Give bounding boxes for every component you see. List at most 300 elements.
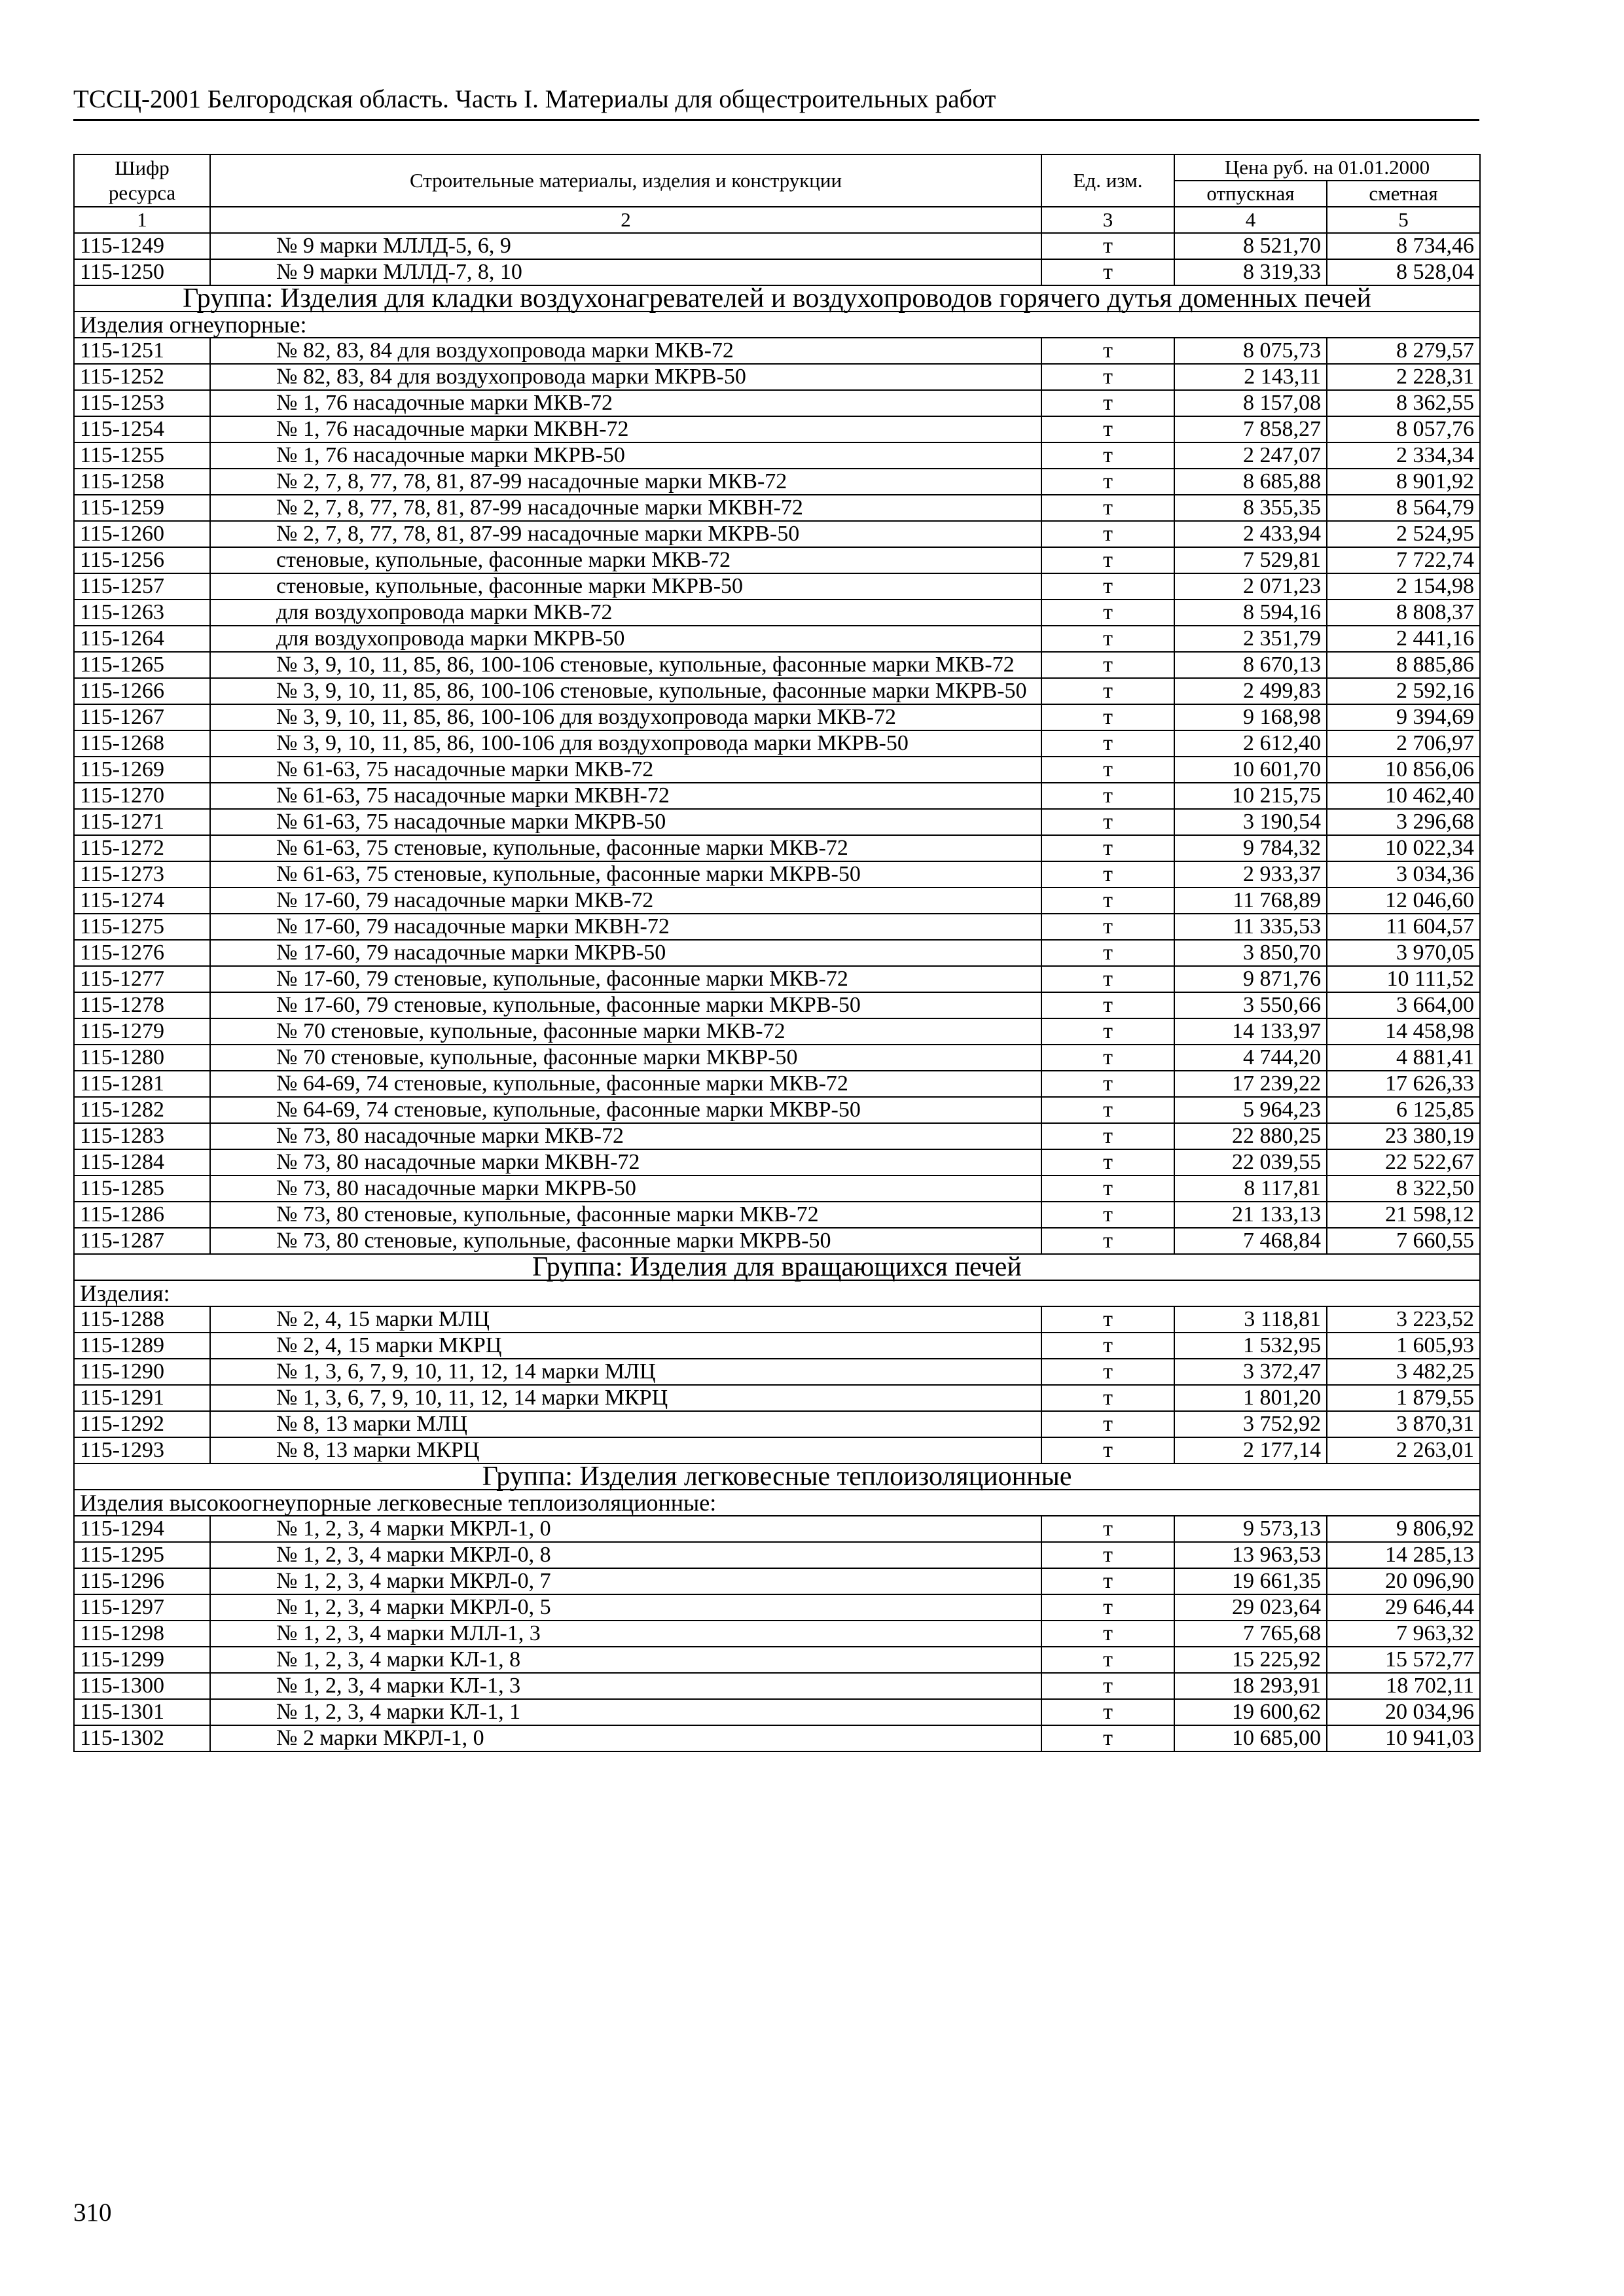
table-row (74, 259, 1480, 285)
table-row (74, 652, 1480, 678)
table-row (74, 233, 1480, 259)
unit: т (1041, 364, 1174, 390)
estimate-price: 10 462,40 (1327, 783, 1480, 809)
unit: т (1041, 1673, 1174, 1699)
resource-code: 115-1268 (74, 730, 210, 757)
estimate-price: 11 604,57 (1327, 914, 1480, 940)
estimate-price: 9 806,92 (1327, 1516, 1480, 1542)
release-price: 11 335,53 (1174, 914, 1327, 940)
table-row (74, 940, 1480, 966)
resource-code: 115-1263 (74, 600, 210, 626)
unit: т (1041, 757, 1174, 783)
unit: т (1041, 966, 1174, 992)
resource-code: 115-1250 (74, 259, 210, 285)
release-price: 9 573,13 (1174, 1516, 1327, 1542)
table-row (74, 1699, 1480, 1725)
unit: т (1041, 1149, 1174, 1175)
material-name: № 9 марки МЛЛД-7, 8, 10 (210, 259, 1041, 285)
material-name: стеновые, купольные, фасонные марки МКВ-72 (210, 547, 1041, 573)
release-price: 3 372,47 (1174, 1359, 1327, 1385)
unit: т (1041, 1359, 1174, 1385)
material-name: № 1, 2, 3, 4 марки МКРЛ-0, 8 (210, 1542, 1041, 1568)
estimate-price: 4 881,41 (1327, 1045, 1480, 1071)
header-code: Шифр ресурса (74, 154, 210, 207)
estimate-price: 20 034,96 (1327, 1699, 1480, 1725)
material-name: № 17-60, 79 насадочные марки МКВН-72 (210, 914, 1041, 940)
release-price: 21 133,13 (1174, 1202, 1327, 1228)
estimate-price: 10 022,34 (1327, 835, 1480, 861)
unit: т (1041, 1621, 1174, 1647)
release-price: 8 117,81 (1174, 1175, 1327, 1202)
resource-code: 115-1300 (74, 1673, 210, 1699)
estimate-price: 10 856,06 (1327, 757, 1480, 783)
unit: т (1041, 835, 1174, 861)
group-heading: Группа: Изделия для вращающихся печей (74, 1254, 1480, 1280)
release-price: 22 039,55 (1174, 1149, 1327, 1175)
release-price: 10 215,75 (1174, 783, 1327, 809)
material-name: № 70 стеновые, купольные, фасонные марки МКВР-50 (210, 1045, 1041, 1071)
unit: т (1041, 1071, 1174, 1097)
header-name: Строительные материалы, изделия и конструкции (210, 154, 1041, 207)
unit: т (1041, 809, 1174, 835)
resource-code: 115-1270 (74, 783, 210, 809)
release-price: 2 933,37 (1174, 861, 1327, 888)
unit: т (1041, 1097, 1174, 1123)
unit: т (1041, 259, 1174, 285)
material-name: № 1, 2, 3, 4 марки МЛЛ-1, 3 (210, 1621, 1041, 1647)
estimate-price: 3 664,00 (1327, 992, 1480, 1018)
material-name: для воздухопровода марки МКРВ-50 (210, 626, 1041, 652)
material-name: № 2, 7, 8, 77, 78, 81, 87-99 насадочные марки МКРВ-50 (210, 521, 1041, 547)
material-name: № 1, 76 насадочные марки МКВН-72 (210, 416, 1041, 442)
table-row (74, 888, 1480, 914)
estimate-price: 10 111,52 (1327, 966, 1480, 992)
release-price: 19 661,35 (1174, 1568, 1327, 1594)
material-name: № 3, 9, 10, 11, 85, 86, 100-106 стеновые, купольные, фасонные марки МКВ-72 (210, 652, 1041, 678)
resource-code: 115-1253 (74, 390, 210, 416)
material-name: № 61-63, 75 насадочные марки МКВ-72 (210, 757, 1041, 783)
estimate-price: 15 572,77 (1327, 1647, 1480, 1673)
unit: т (1041, 992, 1174, 1018)
resource-code: 115-1255 (74, 442, 210, 469)
estimate-price: 10 941,03 (1327, 1725, 1480, 1751)
resource-code: 115-1299 (74, 1647, 210, 1673)
unit: т (1041, 1542, 1174, 1568)
unit: т (1041, 1437, 1174, 1463)
unit: т (1041, 914, 1174, 940)
release-price: 2 351,79 (1174, 626, 1327, 652)
table-row (74, 1149, 1480, 1175)
unit: т (1041, 861, 1174, 888)
release-price: 19 600,62 (1174, 1699, 1327, 1725)
unit: т (1041, 442, 1174, 469)
estimate-price: 12 046,60 (1327, 888, 1480, 914)
resource-code: 115-1292 (74, 1411, 210, 1437)
table-row (74, 364, 1480, 390)
table-row (74, 704, 1480, 730)
resource-code: 115-1258 (74, 469, 210, 495)
price-table (73, 154, 1481, 1752)
estimate-price: 2 154,98 (1327, 573, 1480, 600)
estimate-price: 3 034,36 (1327, 861, 1480, 888)
resource-code: 115-1291 (74, 1385, 210, 1411)
resource-code: 115-1289 (74, 1333, 210, 1359)
estimate-price: 3 970,05 (1327, 940, 1480, 966)
group-heading: Группа: Изделия для кладки воздухонагревателей и воздухопроводов горячего дутья доменных печей (74, 285, 1480, 312)
release-price: 5 964,23 (1174, 1097, 1327, 1123)
release-price: 3 850,70 (1174, 940, 1327, 966)
resource-code: 115-1297 (74, 1594, 210, 1621)
release-price: 15 225,92 (1174, 1647, 1327, 1673)
estimate-price: 2 524,95 (1327, 521, 1480, 547)
material-name: № 1, 2, 3, 4 марки КЛ-1, 8 (210, 1647, 1041, 1673)
table-row (74, 469, 1480, 495)
release-price: 2 071,23 (1174, 573, 1327, 600)
table-row (74, 861, 1480, 888)
release-price: 13 963,53 (1174, 1542, 1327, 1568)
material-name: № 70 стеновые, купольные, фасонные марки МКВ-72 (210, 1018, 1041, 1045)
material-name: № 8, 13 марки МКРЦ (210, 1437, 1041, 1463)
unit: т (1041, 1306, 1174, 1333)
column-number: 5 (1327, 207, 1480, 233)
estimate-price: 2 706,97 (1327, 730, 1480, 757)
release-price: 4 744,20 (1174, 1045, 1327, 1071)
estimate-price: 14 458,98 (1327, 1018, 1480, 1045)
column-number: 4 (1174, 207, 1327, 233)
material-name: № 82, 83, 84 для воздухопровода марки МКРВ-50 (210, 364, 1041, 390)
table-row (74, 573, 1480, 600)
table-row (74, 1175, 1480, 1202)
table-row (74, 730, 1480, 757)
estimate-price: 2 334,34 (1327, 442, 1480, 469)
material-name: № 1, 3, 6, 7, 9, 10, 11, 12, 14 марки МКРЦ (210, 1385, 1041, 1411)
material-name: № 82, 83, 84 для воздухопровода марки МКВ-72 (210, 338, 1041, 364)
estimate-price: 8 734,46 (1327, 233, 1480, 259)
table-row (74, 809, 1480, 835)
estimate-price: 7 722,74 (1327, 547, 1480, 573)
material-name: № 17-60, 79 насадочные марки МКРВ-50 (210, 940, 1041, 966)
release-price: 2 247,07 (1174, 442, 1327, 469)
resource-code: 115-1293 (74, 1437, 210, 1463)
header-estimate: сметная (1327, 181, 1480, 207)
resource-code: 115-1296 (74, 1568, 210, 1594)
resource-code: 115-1280 (74, 1045, 210, 1071)
resource-code: 115-1277 (74, 966, 210, 992)
unit: т (1041, 888, 1174, 914)
table-row (74, 966, 1480, 992)
release-price: 2 143,11 (1174, 364, 1327, 390)
estimate-price: 9 394,69 (1327, 704, 1480, 730)
release-price: 7 858,27 (1174, 416, 1327, 442)
release-price: 10 685,00 (1174, 1725, 1327, 1751)
estimate-price: 1 879,55 (1327, 1385, 1480, 1411)
estimate-price: 8 808,37 (1327, 600, 1480, 626)
table-row (74, 1673, 1480, 1699)
material-name: № 9 марки МЛЛД-5, 6, 9 (210, 233, 1041, 259)
estimate-price: 8 885,86 (1327, 652, 1480, 678)
unit: т (1041, 416, 1174, 442)
unit: т (1041, 626, 1174, 652)
unit: т (1041, 1647, 1174, 1673)
resource-code: 115-1294 (74, 1516, 210, 1542)
table-row (74, 1725, 1480, 1751)
release-price: 8 594,16 (1174, 600, 1327, 626)
estimate-price: 22 522,67 (1327, 1149, 1480, 1175)
table-row (74, 1568, 1480, 1594)
resource-code: 115-1274 (74, 888, 210, 914)
release-price: 14 133,97 (1174, 1018, 1327, 1045)
table-row (74, 521, 1480, 547)
unit: т (1041, 547, 1174, 573)
header-release: отпускная (1174, 181, 1327, 207)
unit: т (1041, 783, 1174, 809)
estimate-price: 29 646,44 (1327, 1594, 1480, 1621)
estimate-price: 14 285,13 (1327, 1542, 1480, 1568)
material-name: № 17-60, 79 насадочные марки МКВ-72 (210, 888, 1041, 914)
resource-code: 115-1251 (74, 338, 210, 364)
release-price: 3 752,92 (1174, 1411, 1327, 1437)
resource-code: 115-1260 (74, 521, 210, 547)
resource-code: 115-1282 (74, 1097, 210, 1123)
unit: т (1041, 1045, 1174, 1071)
resource-code: 115-1257 (74, 573, 210, 600)
release-price: 9 784,32 (1174, 835, 1327, 861)
material-name: № 2, 4, 15 марки МКРЦ (210, 1333, 1041, 1359)
table-row (74, 1202, 1480, 1228)
resource-code: 115-1254 (74, 416, 210, 442)
table-row (74, 390, 1480, 416)
material-name: № 61-63, 75 насадочные марки МКВН-72 (210, 783, 1041, 809)
table-row (74, 1359, 1480, 1385)
table-row (74, 1385, 1480, 1411)
unit: т (1041, 573, 1174, 600)
estimate-price: 8 901,92 (1327, 469, 1480, 495)
unit: т (1041, 730, 1174, 757)
table-row (74, 1647, 1480, 1673)
resource-code: 115-1286 (74, 1202, 210, 1228)
resource-code: 115-1283 (74, 1123, 210, 1149)
estimate-price: 8 279,57 (1327, 338, 1480, 364)
table-row (74, 1306, 1480, 1333)
table-row (74, 1045, 1480, 1071)
estimate-price: 1 605,93 (1327, 1333, 1480, 1359)
release-price: 9 168,98 (1174, 704, 1327, 730)
resource-code: 115-1288 (74, 1306, 210, 1333)
material-name: № 61-63, 75 стеновые, купольные, фасонные марки МКРВ-50 (210, 861, 1041, 888)
table-row (74, 678, 1480, 704)
estimate-price: 2 228,31 (1327, 364, 1480, 390)
estimate-price: 8 528,04 (1327, 259, 1480, 285)
unit: т (1041, 652, 1174, 678)
material-name: стеновые, купольные, фасонные марки МКРВ-50 (210, 573, 1041, 600)
unit: т (1041, 390, 1174, 416)
material-name: № 2, 4, 15 марки МЛЦ (210, 1306, 1041, 1333)
estimate-price: 2 592,16 (1327, 678, 1480, 704)
unit: т (1041, 600, 1174, 626)
material-name: № 61-63, 75 стеновые, купольные, фасонные марки МКВ-72 (210, 835, 1041, 861)
unit: т (1041, 338, 1174, 364)
resource-code: 115-1298 (74, 1621, 210, 1647)
release-price: 1 801,20 (1174, 1385, 1327, 1411)
material-name: № 61-63, 75 насадочные марки МКРВ-50 (210, 809, 1041, 835)
release-price: 8 521,70 (1174, 233, 1327, 259)
resource-code: 115-1295 (74, 1542, 210, 1568)
unit: т (1041, 495, 1174, 521)
unit: т (1041, 1699, 1174, 1725)
material-name: № 1, 2, 3, 4 марки МКРЛ-1, 0 (210, 1516, 1041, 1542)
resource-code: 115-1290 (74, 1359, 210, 1385)
resource-code: 115-1264 (74, 626, 210, 652)
estimate-price: 8 362,55 (1327, 390, 1480, 416)
release-price: 8 319,33 (1174, 259, 1327, 285)
release-price: 8 670,13 (1174, 652, 1327, 678)
table-body (74, 233, 1480, 1751)
unit: т (1041, 1411, 1174, 1437)
table-row (74, 757, 1480, 783)
table-row (74, 626, 1480, 652)
estimate-price: 6 125,85 (1327, 1097, 1480, 1123)
estimate-price: 21 598,12 (1327, 1202, 1480, 1228)
table-row (74, 1594, 1480, 1621)
unit: т (1041, 1228, 1174, 1254)
resource-code: 115-1284 (74, 1149, 210, 1175)
estimate-price: 8 057,76 (1327, 416, 1480, 442)
release-price: 11 768,89 (1174, 888, 1327, 914)
unit: т (1041, 1516, 1174, 1542)
release-price: 17 239,22 (1174, 1071, 1327, 1097)
material-name: № 17-60, 79 стеновые, купольные, фасонные марки МКРВ-50 (210, 992, 1041, 1018)
table-head (74, 154, 1480, 233)
unit: т (1041, 1123, 1174, 1149)
group-heading-row (74, 1254, 1480, 1280)
subgroup-heading-row (74, 1490, 1480, 1516)
release-price: 9 871,76 (1174, 966, 1327, 992)
release-price: 18 293,91 (1174, 1673, 1327, 1699)
resource-code: 115-1271 (74, 809, 210, 835)
table-row (74, 1097, 1480, 1123)
table-row (74, 1542, 1480, 1568)
release-price: 3 118,81 (1174, 1306, 1327, 1333)
estimate-price: 23 380,19 (1327, 1123, 1480, 1149)
unit: т (1041, 1018, 1174, 1045)
material-name: № 73, 80 стеновые, купольные, фасонные марки МКВ-72 (210, 1202, 1041, 1228)
subgroup-heading: Изделия огнеупорные: (74, 312, 1480, 338)
release-price: 1 532,95 (1174, 1333, 1327, 1359)
resource-code: 115-1276 (74, 940, 210, 966)
unit: т (1041, 678, 1174, 704)
material-name: № 73, 80 насадочные марки МКРВ-50 (210, 1175, 1041, 1202)
resource-code: 115-1302 (74, 1725, 210, 1751)
resource-code: 115-1259 (74, 495, 210, 521)
estimate-price: 17 626,33 (1327, 1071, 1480, 1097)
estimate-price: 2 441,16 (1327, 626, 1480, 652)
unit: т (1041, 704, 1174, 730)
material-name: № 3, 9, 10, 11, 85, 86, 100-106 для воздухопровода марки МКВ-72 (210, 704, 1041, 730)
material-name: № 1, 76 насадочные марки МКВ-72 (210, 390, 1041, 416)
unit: т (1041, 521, 1174, 547)
release-price: 10 601,70 (1174, 757, 1327, 783)
release-price: 3 550,66 (1174, 992, 1327, 1018)
unit: т (1041, 1594, 1174, 1621)
group-heading-row (74, 285, 1480, 312)
unit: т (1041, 1385, 1174, 1411)
material-name: № 1, 2, 3, 4 марки МКРЛ-0, 5 (210, 1594, 1041, 1621)
resource-code: 115-1281 (74, 1071, 210, 1097)
resource-code: 115-1265 (74, 652, 210, 678)
release-price: 2 612,40 (1174, 730, 1327, 757)
release-price: 2 433,94 (1174, 521, 1327, 547)
unit: т (1041, 1333, 1174, 1359)
table-row (74, 1411, 1480, 1437)
table-row (74, 1333, 1480, 1359)
material-name: № 1, 3, 6, 7, 9, 10, 11, 12, 14 марки МЛЦ (210, 1359, 1041, 1385)
release-price: 3 190,54 (1174, 809, 1327, 835)
table-row (74, 992, 1480, 1018)
material-name: для воздухопровода марки МКВ-72 (210, 600, 1041, 626)
release-price: 29 023,64 (1174, 1594, 1327, 1621)
table-row (74, 1228, 1480, 1254)
table-row (74, 835, 1480, 861)
material-name: № 64-69, 74 стеновые, купольные, фасонные марки МКВ-72 (210, 1071, 1041, 1097)
header-unit: Ед. изм. (1041, 154, 1174, 207)
estimate-price: 18 702,11 (1327, 1673, 1480, 1699)
table-row (74, 1018, 1480, 1045)
column-number: 1 (74, 207, 210, 233)
table-row (74, 547, 1480, 573)
resource-code: 115-1278 (74, 992, 210, 1018)
header-price: Цена руб. на 01.01.2000 (1174, 154, 1480, 181)
subgroup-heading: Изделия высокоогнеупорные легковесные теплоизоляционные: (74, 1490, 1480, 1516)
estimate-price: 3 223,52 (1327, 1306, 1480, 1333)
resource-code: 115-1267 (74, 704, 210, 730)
table-row (74, 442, 1480, 469)
unit: т (1041, 1202, 1174, 1228)
unit: т (1041, 1175, 1174, 1202)
subgroup-heading: Изделия: (74, 1280, 1480, 1306)
resource-code: 115-1252 (74, 364, 210, 390)
resource-code: 115-1249 (74, 233, 210, 259)
material-name: № 73, 80 насадочные марки МКВН-72 (210, 1149, 1041, 1175)
resource-code: 115-1287 (74, 1228, 210, 1254)
column-number: 3 (1041, 207, 1174, 233)
material-name: № 73, 80 стеновые, купольные, фасонные марки МКРВ-50 (210, 1228, 1041, 1254)
resource-code: 115-1275 (74, 914, 210, 940)
table-row (74, 495, 1480, 521)
table-row (74, 338, 1480, 364)
resource-code: 115-1272 (74, 835, 210, 861)
estimate-price: 3 870,31 (1327, 1411, 1480, 1437)
material-name: № 1, 2, 3, 4 марки МКРЛ-0, 7 (210, 1568, 1041, 1594)
material-name: № 3, 9, 10, 11, 85, 86, 100-106 стеновые, купольные, фасонные марки МКРВ-50 (210, 678, 1041, 704)
resource-code: 115-1273 (74, 861, 210, 888)
unit: т (1041, 469, 1174, 495)
subgroup-heading-row (74, 1280, 1480, 1306)
release-price: 7 529,81 (1174, 547, 1327, 573)
material-name: № 2, 7, 8, 77, 78, 81, 87-99 насадочные марки МКВ-72 (210, 469, 1041, 495)
material-name: № 8, 13 марки МЛЦ (210, 1411, 1041, 1437)
estimate-price: 3 296,68 (1327, 809, 1480, 835)
page-header: ТССЦ-2001 Белгородская область. Часть I. Материалы для общестроительных работ (73, 84, 1479, 121)
unit: т (1041, 233, 1174, 259)
table-row (74, 1437, 1480, 1463)
material-name: № 17-60, 79 стеновые, купольные, фасонные марки МКВ-72 (210, 966, 1041, 992)
release-price: 2 499,83 (1174, 678, 1327, 704)
table-row (74, 1516, 1480, 1542)
release-price: 2 177,14 (1174, 1437, 1327, 1463)
material-name: № 2, 7, 8, 77, 78, 81, 87-99 насадочные марки МКВН-72 (210, 495, 1041, 521)
table-row (74, 783, 1480, 809)
release-price: 22 880,25 (1174, 1123, 1327, 1149)
